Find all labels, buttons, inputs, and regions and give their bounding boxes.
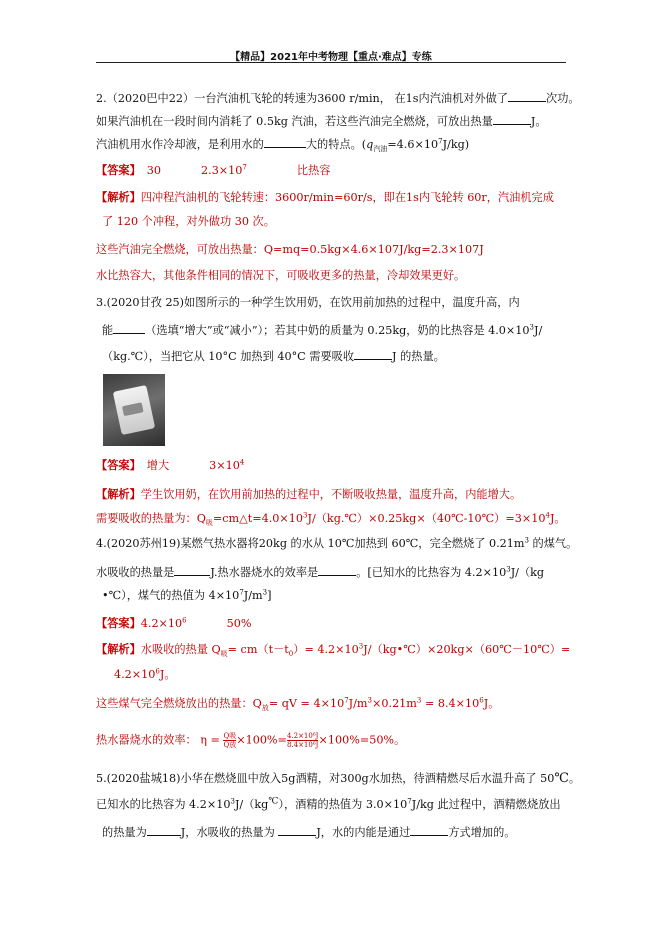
q3-answer: 【答案】 增大 $3\times 10^4$ bbox=[96, 458, 245, 472]
q4-analysis-2: $4.2\times 10^6J$。 bbox=[114, 667, 176, 681]
q2-line-3: 汽油机用水作冷却液，是利用水的 大的特点。$(q_{汽油}=4.6\times 10^7J/kg)$ bbox=[96, 137, 470, 154]
q5-blank-2[interactable] bbox=[278, 824, 316, 836]
header-divider bbox=[96, 62, 566, 63]
q4-line-2: 水吸收的热量是 J.热水器烧水的效率是 。[已知水的比热容为 $4.2\times 10^3J/(kg$ bbox=[96, 565, 545, 579]
q2-blank-1[interactable] bbox=[508, 90, 546, 102]
q2-analysis-3: 这些汽油完全燃烧，可放出热量：Q=mq=0.5kg×4.6×107J/kg=2.3×107J bbox=[96, 243, 484, 256]
q5-blank-3[interactable] bbox=[410, 824, 448, 836]
q3-blank-1[interactable] bbox=[113, 322, 145, 334]
q4-blank-1[interactable] bbox=[174, 564, 210, 576]
q5-line-2: 已知水的比热容为 $4.2\times 10^3J/(kg^℃)$，酒精的热值为 $3.0\times 10^7J/kg$ 此过程中，酒精燃烧放出 bbox=[96, 796, 561, 811]
q3-analysis-2: 需要吸收的热量为：$Q_吸=cm\triangle t=4.0\times 10^3J/(kg.℃)\times 0.25kg\times(40℃-10℃)=3\times 10^4J$。 bbox=[96, 511, 566, 528]
q5-line-1: 5.(2020盐城18)小华在燃烧皿中放入5g酒精，对300g水加热，待酒精燃尽后水温升高了 50℃。 bbox=[96, 771, 581, 786]
q3-line-3: （kg.℃），当把它从 10°C 加热到 40°C 需要吸收 J 的热量。 bbox=[102, 350, 445, 363]
q3-analysis-1: 【解析】学生饮用奶，在饮用前加热的过程中，不断吸收热量，温度升高，内能增大。 bbox=[96, 487, 522, 501]
q2-blank-3[interactable] bbox=[264, 136, 306, 148]
q3-line-2: 能 （选填“增大”或“减小”）；若其中奶的质量为 0.25kg，奶的比热容是 $4.0\times 10^3J/$ bbox=[102, 323, 543, 337]
q4-analysis-1: 【解析】水吸收的热量 $Q_吸= cm(t-t_0)=$ $4.2\times 10^3J/(kg•℃)\times 20kg\times(60℃-10℃)=$ bbox=[96, 642, 571, 659]
q4-analysis-3: 这些煤气完全燃烧放出的热量：$Q_放=$ qV = $4\times 10^7J/m^3\times 0.21m^3 = 8.4\times 10^6J$。 bbox=[96, 696, 500, 713]
q4-analysis-4: 热水器烧水的效率： η = $\frac{\text{Q吸}}{\text{Q放}}$ ×100%= $\frac{\text{4.2×10⁶J}}{\text{8.4×10⁶J}}$ ×100%=50%。 bbox=[96, 732, 406, 749]
q3-line-1: 3.(2020甘孜 25)如图所示的一种学生饮用奶，在饮用前加热的过程中，温度升高，内 bbox=[96, 296, 520, 309]
q4-line-3: •℃），煤气的热值为 $4\times 10^7J/m^3$] bbox=[102, 588, 272, 602]
q5-blank-1[interactable] bbox=[147, 824, 181, 836]
q2-analysis-4: 水比热容大，其他条件相同的情况下，可吸收更多的热量，冷却效果更好。 bbox=[96, 269, 466, 282]
efficiency-value-fraction: $\frac{\text{4.2×10⁶J}}{\text{8.4×10⁶J}}$ bbox=[286, 732, 319, 749]
q2-answer: 【答案】 30 $2.3\times 10^7$ 比热容 bbox=[96, 163, 331, 177]
milk-carton-photo bbox=[103, 374, 165, 446]
q2-analysis-2: 了 120 个冲程，对外做功 30 次。 bbox=[102, 215, 275, 228]
page-header: 【精品】2021年中考物理【重点·难点】专练 bbox=[230, 52, 432, 63]
q4-line-1: 4.(2020苏州19)某燃气热水器将20kg 的水从 10℃加热到 60℃，完全燃烧了 $0.21m^3$ 的煤气。 bbox=[96, 536, 578, 550]
q2-blank-2[interactable] bbox=[493, 113, 531, 125]
q4-blank-2[interactable] bbox=[318, 564, 356, 576]
q2-analysis-1: 【解析】四冲程汽油机的飞轮转速：3600r/min=60r/s，即在1s内飞轮转 60r，汽油机完成 bbox=[96, 190, 554, 204]
q2-line-2: 如果汽油机在一段时间内消耗了 0.5kg 汽油，若这些汽油完全燃烧，可放出热量 J。 bbox=[96, 115, 547, 128]
q3-blank-2[interactable] bbox=[354, 348, 392, 360]
q4-answer: 【答案】$4.2\times 10^6$ 50% bbox=[96, 616, 252, 630]
q2-line-1: 2.（2020巴中22）一台汽油机飞轮的转速为3600 r/min， 在1s内汽油机对外做了 次功。 bbox=[96, 92, 580, 105]
efficiency-formula-fraction: $\frac{\text{Q吸}}{\text{Q放}}$ bbox=[223, 732, 237, 749]
q5-line-3: 的热量为 J，水吸收的热量为 J，水的内能是通过 方式增加的。 bbox=[102, 826, 516, 839]
